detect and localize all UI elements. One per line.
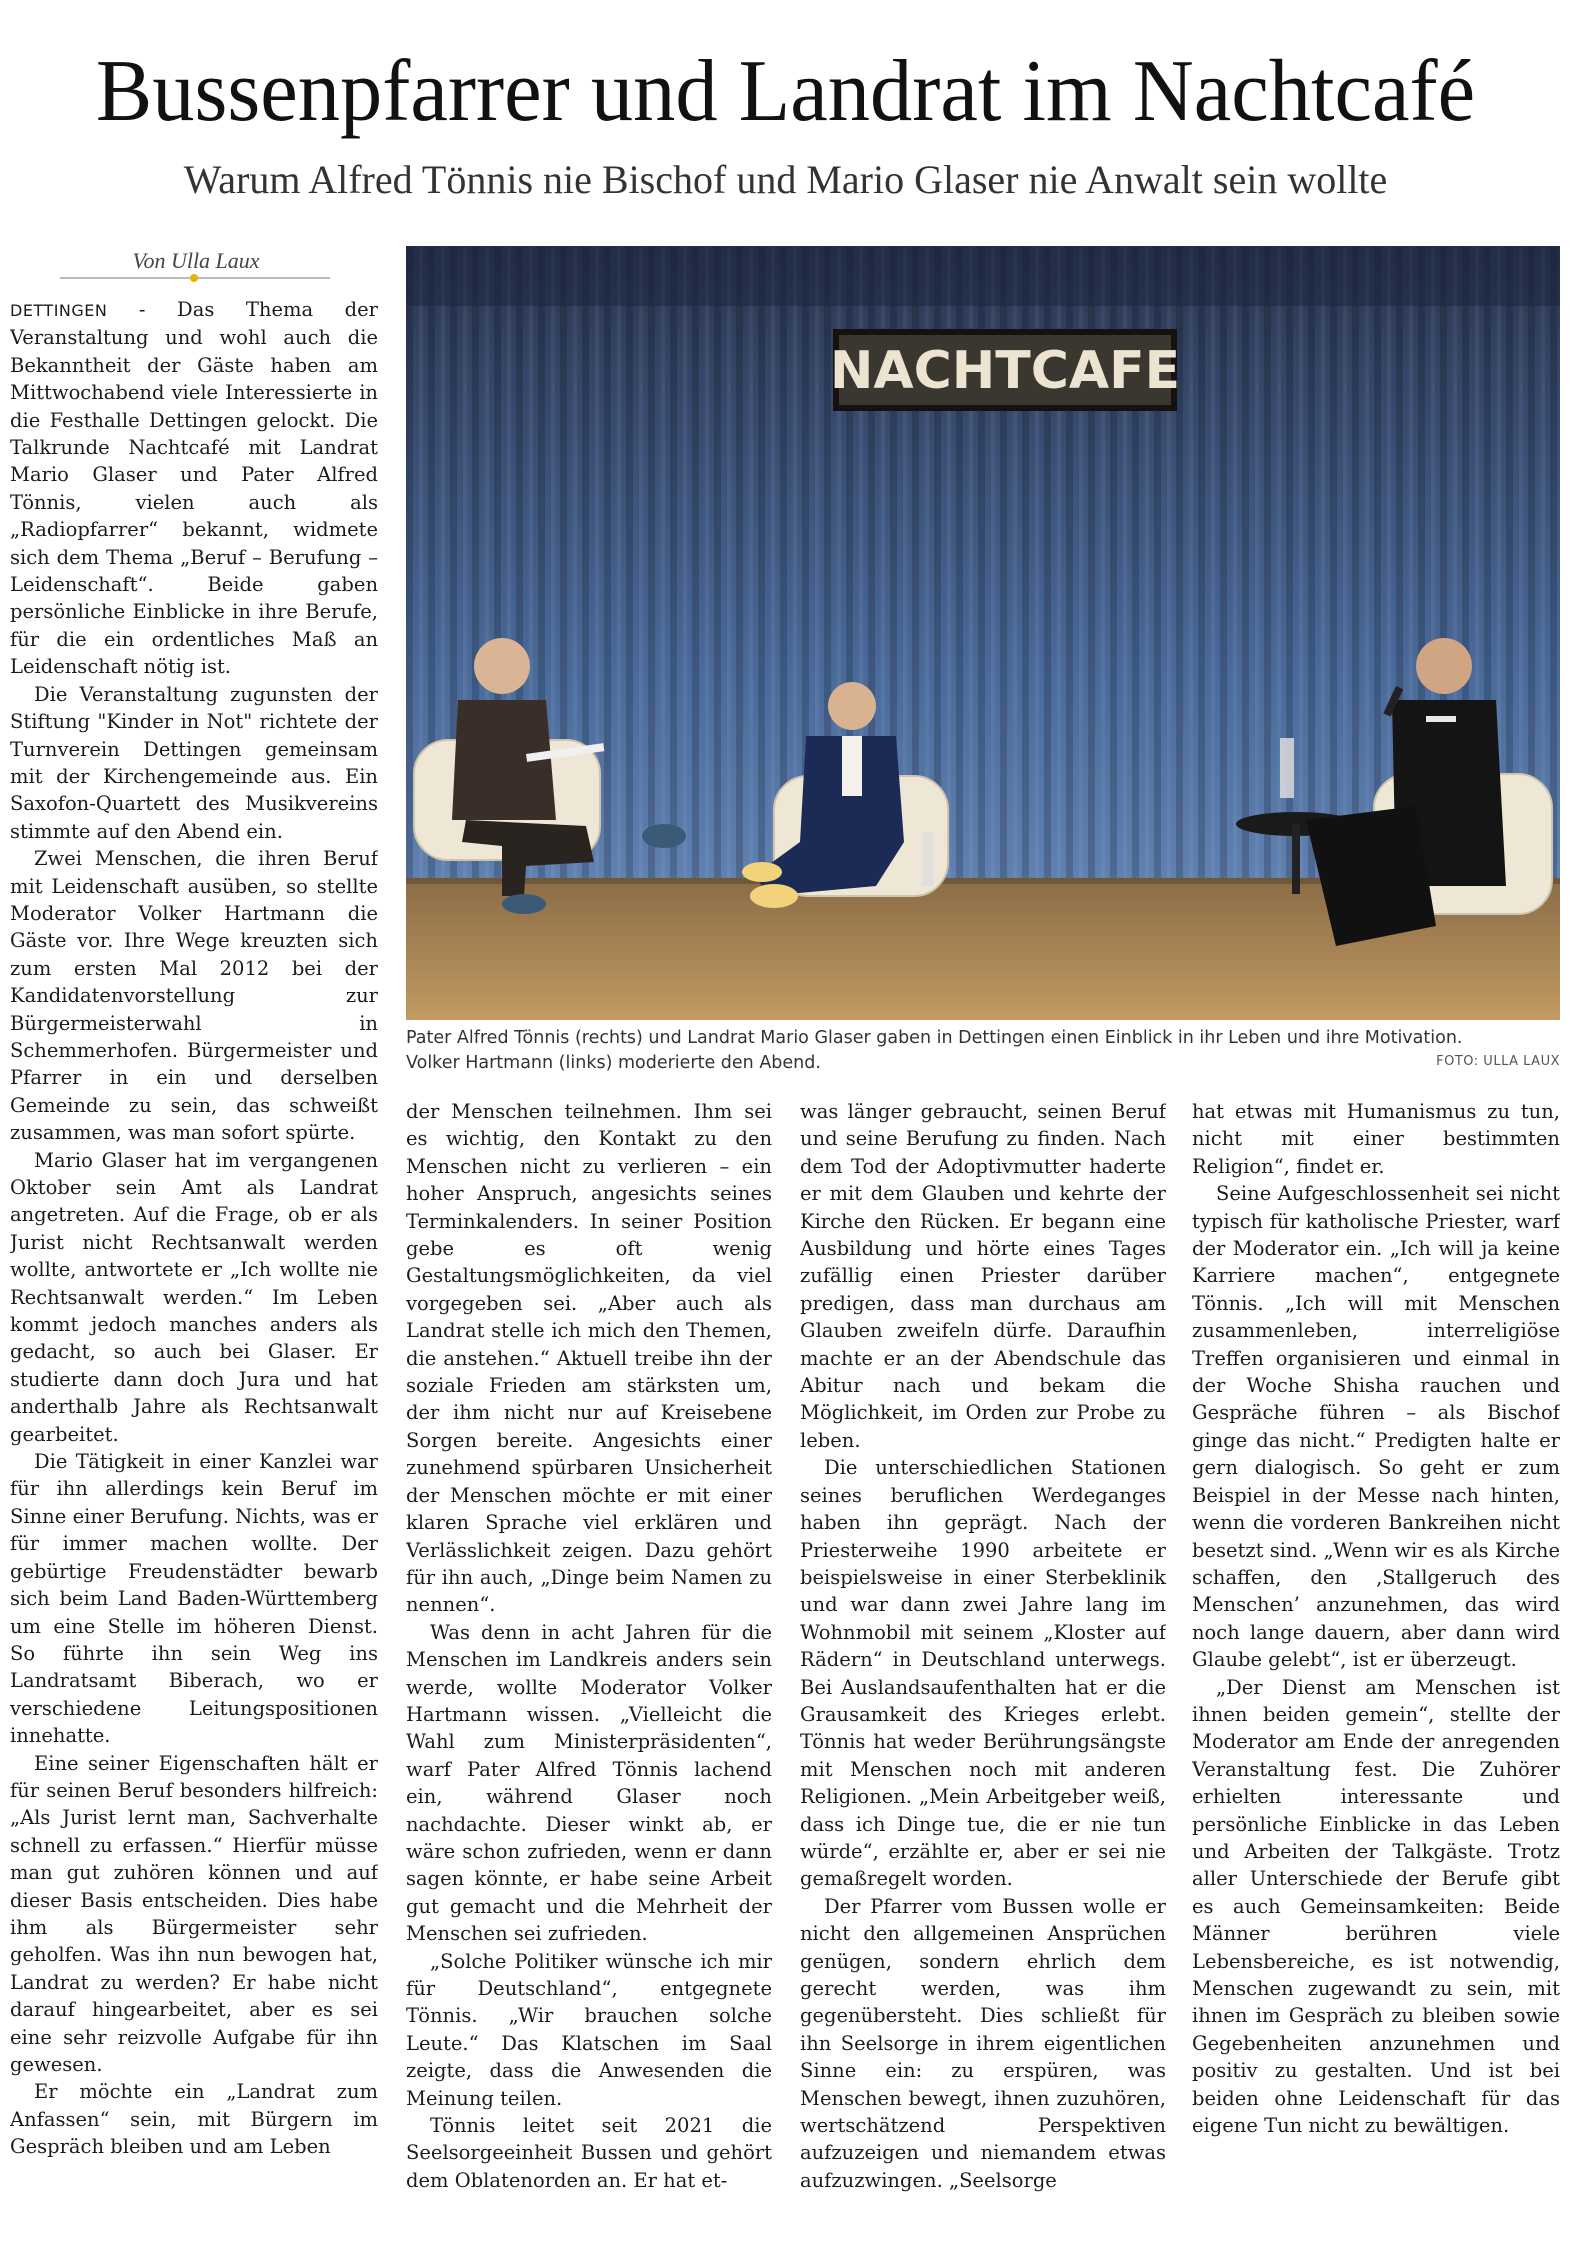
- stage-photo: [406, 246, 1560, 1020]
- subheadline: Warum Alfred Tönnis nie Bischof und Mario Glaser nie Anwalt sein wollte: [183, 157, 1388, 202]
- dateline: DETTINGEN: [10, 301, 108, 320]
- paragraph: Seine Aufgeschlossenheit sei nicht typisch für katholische Priester, warf der Moderator ein. „Ich will ja keine Karriere machen“, entgegnete Tönnis. „Ich will mit Menschen zusammenleben, interreligiöse Treffen organisieren und einmal in der Woche Shisha rauchen und Gespräche führen – als Bischof ginge das nicht.“ Predigten halte er gern dialogisch. So geht er zum Beispiel in der Messe nach hinten, wenn die vorderen Bankreihen nicht besetzt sind. „Wenn wir es als Kirche schaffen, den ‚Stallgeruch des Menschen’ anzunehmen, das wird noch lange dauern, aber dann wird Glaube gelebt“, ist er überzeugt.: [1192, 1182, 1560, 1672]
- paragraph: Der Pfarrer vom Bussen wolle er nicht den allgemeinen Ansprüchen genügen, sondern ehrlich dem gerecht werden, was ihm gegenübersteht. Dies schließt für ihn Seelsorge in ihrem eigentlichen Sinne ein: zu erspüren, was Menschen bewegt, ihnen zuzuhören, wertschätzend Perspektiven aufzuzeigen und niemandem etwas aufzuzwingen. „Seelsorge: [800, 1894, 1166, 2192]
- paragraph: Mario Glaser hat im vergangenen Oktober sein Amt als Landrat angetreten. Auf die Frage, ob er als Jurist nicht Rechtsanwalt werden wollte, antwortete er „Ich wollte nie Rechtsanwalt werden.“ Im Leben kommt jedoch manches anders als gedacht, so auch bei Glaser. Er studierte dann doch Jura und hat anderthalb Jahre als Rechtsanwalt gearbeitet.: [10, 1148, 378, 1446]
- photo-credit: FOTO: ULLA LAUX: [1436, 1054, 1560, 1069]
- photo-caption: [406, 1026, 1560, 1076]
- paragraph: Die Tätigkeit in einer Kanzlei war für ihn allerdings kein Beruf im Sinne einer Berufung. Nichts, was er für immer machen wollte. Der gebürtige Freudenstädter bewarb sich beim Land Baden-Württemberg um eine Stelle im höheren Dienst. So führte ihn sein Weg ins Landratsamt Biberach, wo er verschiedene Leitungspositionen innehatte.: [10, 1450, 378, 1748]
- caption-line-1: Pater Alfred Tönnis (rechts) und Landrat Mario Glaser gaben in Dettingen einen Einblick in ihr Leben und ihre Motivation.: [406, 1028, 1463, 1048]
- article-column-1: [10, 296, 378, 2226]
- article-column-4: [1192, 1098, 1560, 2226]
- caption-line-2: Volker Hartmann (links) moderierte den Abend.: [406, 1053, 821, 1073]
- byline: Von Ulla Laux: [132, 248, 260, 273]
- paragraph: Die Veranstaltung zugunsten der Stiftung "Kinder in Not" richtete der Turnverein Dettingen gemeinsam mit der Kirchengemeinde aus. Ein Saxofon-Quartett des Musikvereins stimmte auf den Abend ein.: [10, 682, 378, 843]
- byline-dot: [190, 274, 198, 282]
- paragraph: [10, 296, 378, 681]
- headline: Bussenpfarrer und Landrat im Nachtcafé: [95, 43, 1476, 140]
- stage-sign: NACHTCAFE: [829, 341, 1181, 401]
- stage-photo-illustration: [406, 246, 1560, 1020]
- paragraph: „Der Dienst am Menschen ist ihnen beiden gemein“, stellte der Moderator am Ende der anregenden Veranstaltung fest. Die Zuhörer erhielten interessante und persönliche Einblicke in das Leben und Arbeiten der Talkgäste. Trotz aller Unterschiede der Berufe gibt es auch Gemeinsamkeiten: Beide Männer berühren viele Lebensbereiche, es ist notwendig, Menschen zugewandt zu sein, mit ihnen im Gespräch zu bleiben sowie Gegebenheiten anzunehmen und positiv zu gestalten. Und ist bei beiden ohne Leidenschaft für das eigene Tun nicht zu bewältigen.: [1192, 1675, 1560, 2138]
- paragraph: Er möchte ein „Landrat zum Anfassen“ sein, mit Bürgern im Gespräch bleiben und am Leben: [10, 2080, 378, 2159]
- article-column-2: [406, 1098, 772, 2226]
- paragraph: Tönnis leitet seit 2021 die Seelsorgeeinheit Bussen und gehört dem Oblatenorden an. Er hat et-: [406, 2114, 772, 2192]
- paragraph-text: - Das Thema der Veranstaltung und wohl auch die Bekanntheit der Gäste haben am Mittwochabend viele Interessierte in die Festhalle Dettingen gelockt. Die Talkrunde Nachtcafé mit Landrat Mario Glaser und Pater Alfred Tönnis, vielen auch als „Radiopfarrer“ bekannt, widmete sich dem Thema „Beruf – Berufung – Leidenschaft“. Beide gaben persönliche Einblicke in ihre Berufe, für die ein ordentliches Maß an Leidenschaft nötig ist.: [10, 298, 378, 679]
- paragraph: Die unterschiedlichen Stationen seines beruflichen Werdeganges haben ihn geprägt. Nach der Priesterweihe 1990 arbeitete er beispielsweise in einer Sterbeklinik und war dann zwei Jahre lang im Wohnmobil mit seinem „Kloster auf Rädern“ in Deutschland unterwegs. Bei Auslandsaufenthalten hat er die Grausamkeit des Krieges erlebt. Tönnis hat weder Berührungsängste mit Menschen noch mit anderen Religionen. „Mein Arbeitgeber weiß, dass ich Dinge tue, die er nie tun würde“, erzählte er, aber er sei nie gemaßregelt worden.: [800, 1456, 1166, 1891]
- paragraph: Eine seiner Eigenschaften hält er für seinen Beruf besonders hilfreich: „Als Jurist lernt man, Sachverhalte schnell zu erfassen.“ Hierfür müsse man gut zuhören können und auf dieser Basis entscheiden. Dies habe ihm als Bürgermeister sehr geholfen. Was ihn nun bewogen hat, Landrat zu werden? Er habe nicht darauf hingearbeitet, aber es sei eine sehr reizvolle Aufgabe für ihn gewesen.: [10, 1751, 378, 2076]
- paragraph: Zwei Menschen, die ihren Beruf mit Leidenschaft ausüben, so stellte Moderator Volker Hartmann die Gäste vor. Ihre Wege kreuzten sich zum ersten Mal 2012 bei der Kandidatenvorstellung zur Bürgermeisterwahl in Schemmerhofen. Bürgermeister und Pfarrer in ein und derselben Gemeinde zu sein, das schweißt zusammen, was man sofort spürte.: [10, 847, 378, 1145]
- article-column-3: [800, 1098, 1166, 2226]
- paragraph: „Solche Politiker wünsche ich mir für Deutschland“, entgegnete Tönnis. „Wir brauchen solche Leute.“ Das Klatschen im Saal zeigte, dass die Anwesenden die Meinung teilen.: [406, 1949, 772, 2110]
- paragraph: Was denn in acht Jahren für die Menschen im Landkreis anders sein werde, wollte Moderator Volker Hartmann wissen. „Vielleicht die Wahl zum Ministerpräsidenten“, warf Pater Alfred Tönnis lachend ein, während Glaser noch nachdachte. Dieser winkt ab, er wäre schon zufrieden, wenn er dann sagen könnte, er habe seine Arbeit gut gemacht und die Mehrheit der Menschen sei zufrieden.: [406, 1620, 772, 1946]
- paragraph: hat etwas mit Humanismus zu tun, nicht mit einer bestimmten Religion“, findet er.: [1192, 1100, 1560, 1178]
- paragraph: der Menschen teilnehmen. Ihm sei es wichtig, den Kontakt zu den Menschen nicht zu verlieren – ein hoher Anspruch, angesichts seines Terminkalenders. In seiner Position gebe es oft wenig Gestaltungsmöglichkeiten, da viel vorgegeben sei. „Aber auch als Landrat stelle ich mich den Themen, die anstehen.“ Aktuell treibe ihn der soziale Frieden am stärksten um, der ihm nicht nur auf Kreisebene Sorgen bereite. Angesichts einer zunehmend spürbaren Unsicherheit der Menschen möchte er mit einer klaren Sprache viel erklären und Verlässlichkeit zeigen. Dazu gehört für ihn auch, „Dinge beim Namen zu nennen“.: [406, 1100, 772, 1617]
- paragraph: was länger gebraucht, seinen Beruf und seine Berufung zu finden. Nach dem Tod der Adoptivmutter haderte er mit dem Glauben und kehrte der Kirche den Rücken. Er begann eine Ausbildung und hörte eines Tages zufällig einen Priester darüber predigen, dass man durchaus am Glauben zweifeln dürfe. Daraufhin machte er an der Abendschule das Abitur nach und bekam die Möglichkeit, im Orden zur Probe zu leben.: [800, 1100, 1166, 1452]
